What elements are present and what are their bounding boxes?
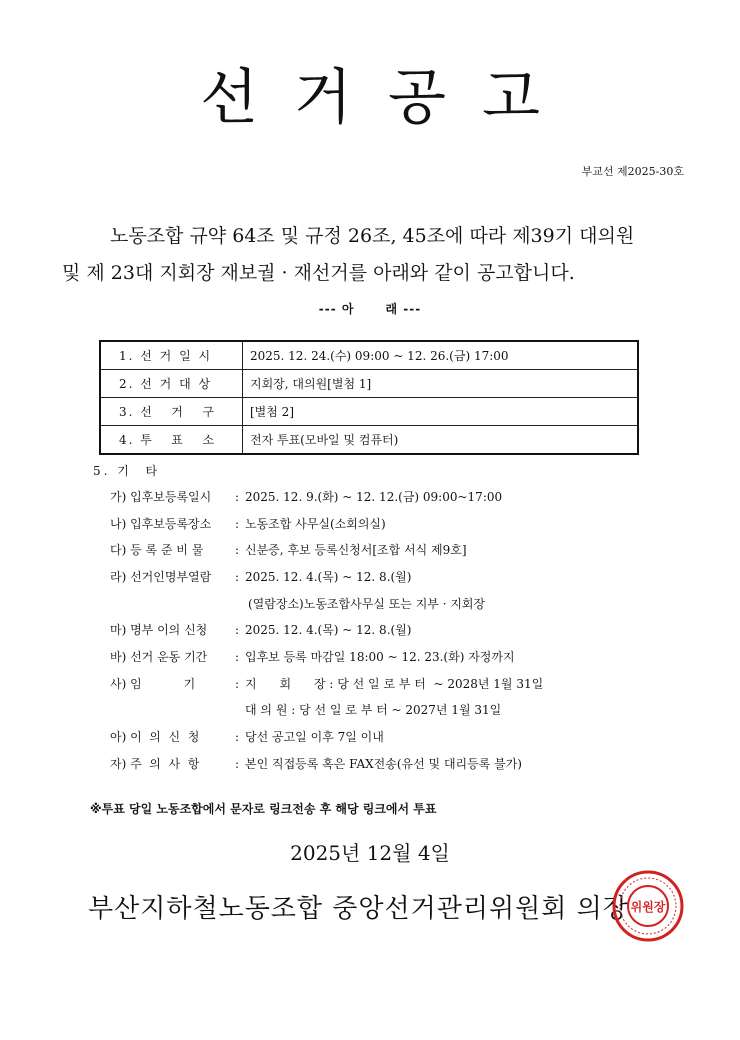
- official-seal: [612, 870, 684, 942]
- table-row: [100, 398, 638, 426]
- item-value: 본인 직접등록 혹은 FAX전송(유선 및 대리등록 불가): [245, 757, 522, 771]
- table-row: [100, 370, 638, 398]
- item-value: 신분증, 후보 등록신청서[조합 서식 제9호]: [245, 543, 467, 557]
- section-divider-heading: --- 아 래 ---: [318, 302, 422, 316]
- list-item: 아) 이 의 신 청 : 당선 공고일 이후 7일 이내: [110, 730, 384, 744]
- intro-paragraph: [62, 218, 702, 292]
- table-value: 2025. 12. 24.(수) 09:00 ~ 12. 26.(금) 17:00: [243, 341, 639, 370]
- list-item: 나) 입후보등록장소 : 노동조합 사무실(소회의실): [110, 517, 386, 531]
- list-item: 다) 등 록 준 비 물 : 신분증, 후보 등록신청서[조합 서식 제9호]: [110, 543, 467, 557]
- item-label: 바) 선거 운동 기간: [110, 650, 208, 664]
- etc-heading: 5. 기 타: [93, 464, 161, 478]
- item-label: 자) 주 의 사 항: [110, 757, 200, 771]
- table-row: [100, 426, 638, 455]
- item-label: 아) 이 의 신 청: [110, 730, 200, 744]
- list-item: 마) 명부 이의 신청 : 2025. 12. 4.(목) ~ 12. 8.(월): [110, 623, 412, 637]
- list-item: 라) 선거인명부열람 : 2025. 12. 4.(목) ~ 12. 8.(월): [110, 570, 412, 584]
- item-label: 나) 입후보등록장소: [110, 517, 212, 531]
- page-title: 선거공고: [200, 63, 576, 133]
- table-key: 1. 선 거 일 시: [100, 341, 243, 370]
- item-value: 입후보 등록 마감일 18:00 ~ 12. 23.(화) 자정까지: [245, 650, 515, 664]
- intro-line-2: 및 제 23대 지회장 재보궐 · 재선거를 아래와 같이 공고합니다.: [62, 262, 575, 284]
- item-label: 가) 입후보등록일시: [110, 490, 212, 504]
- table-key: 2. 선 거 대 상: [100, 370, 243, 398]
- item-label: 다) 등 록 준 비 물: [110, 543, 204, 557]
- item-value: 2025. 12. 4.(목) ~ 12. 8.(월): [245, 570, 412, 584]
- voting-notice: ※투표 당일 노동조합에서 문자로 링크전송 후 해당 링크에서 투표: [90, 802, 437, 816]
- item-value: 2025. 12. 9.(화) ~ 12. 12.(금) 09:00~17:00: [245, 490, 503, 504]
- term-delegate: 대 의 원 : 당 선 일 로 부 터 ~ 2027년 1월 31일: [245, 703, 502, 717]
- table-key: 4. 투 표 소: [100, 426, 243, 455]
- table-value: [별첨 2]: [243, 398, 639, 426]
- item-label: 마) 명부 이의 신청: [110, 623, 208, 637]
- list-item: 바) 선거 운동 기간 : 입후보 등록 마감일 18:00 ~ 12. 23.(화) 자정까지: [110, 650, 515, 664]
- list-item: 가) 입후보등록일시 : 2025. 12. 9.(화) ~ 12. 12.(금) 09:00~17:00: [110, 490, 503, 504]
- table-key: 3. 선 거 구: [100, 398, 243, 426]
- list-item: 사) 임 기 : 지 회 장 : 당 선 일 로 부 터 ~ 2028년 1월 31일: [110, 677, 544, 691]
- item-value: 당선 공고일 이후 7일 이내: [245, 730, 384, 744]
- election-info-table: [99, 340, 639, 455]
- announcement-date: 2025년 12월 4일: [290, 841, 450, 865]
- item-label: 사) 임 기: [110, 677, 196, 691]
- list-item: 자) 주 의 사 항 : 본인 직접등록 혹은 FAX전송(유선 및 대리등록 불가): [110, 757, 522, 771]
- seal-text: 위원장: [630, 900, 666, 914]
- table-row: [100, 341, 638, 370]
- item-value: 지 회 장 : 당 선 일 로 부 터 ~ 2028년 1월 31일: [245, 677, 544, 691]
- intro-line-1: 노동조합 규약 64조 및 규정 26조, 45조에 따라 제39기 대의원: [110, 225, 635, 247]
- item-value: 2025. 12. 4.(목) ~ 12. 8.(월): [245, 623, 412, 637]
- item-label: 라) 선거인명부열람: [110, 570, 212, 584]
- table-value: 전자 투표(모바일 및 컴퓨터): [243, 426, 639, 455]
- viewing-place: (열람장소)노동조합사무실 또는 지부 · 지회장: [248, 597, 486, 611]
- signer-name: 부산지하철노동조합 중앙선거관리위원회 의장: [88, 894, 629, 924]
- document-number: 부교선 제2025-30호: [581, 165, 684, 178]
- table-value: 지회장, 대의원[별첨 1]: [243, 370, 639, 398]
- item-value: 노동조합 사무실(소회의실): [245, 517, 386, 531]
